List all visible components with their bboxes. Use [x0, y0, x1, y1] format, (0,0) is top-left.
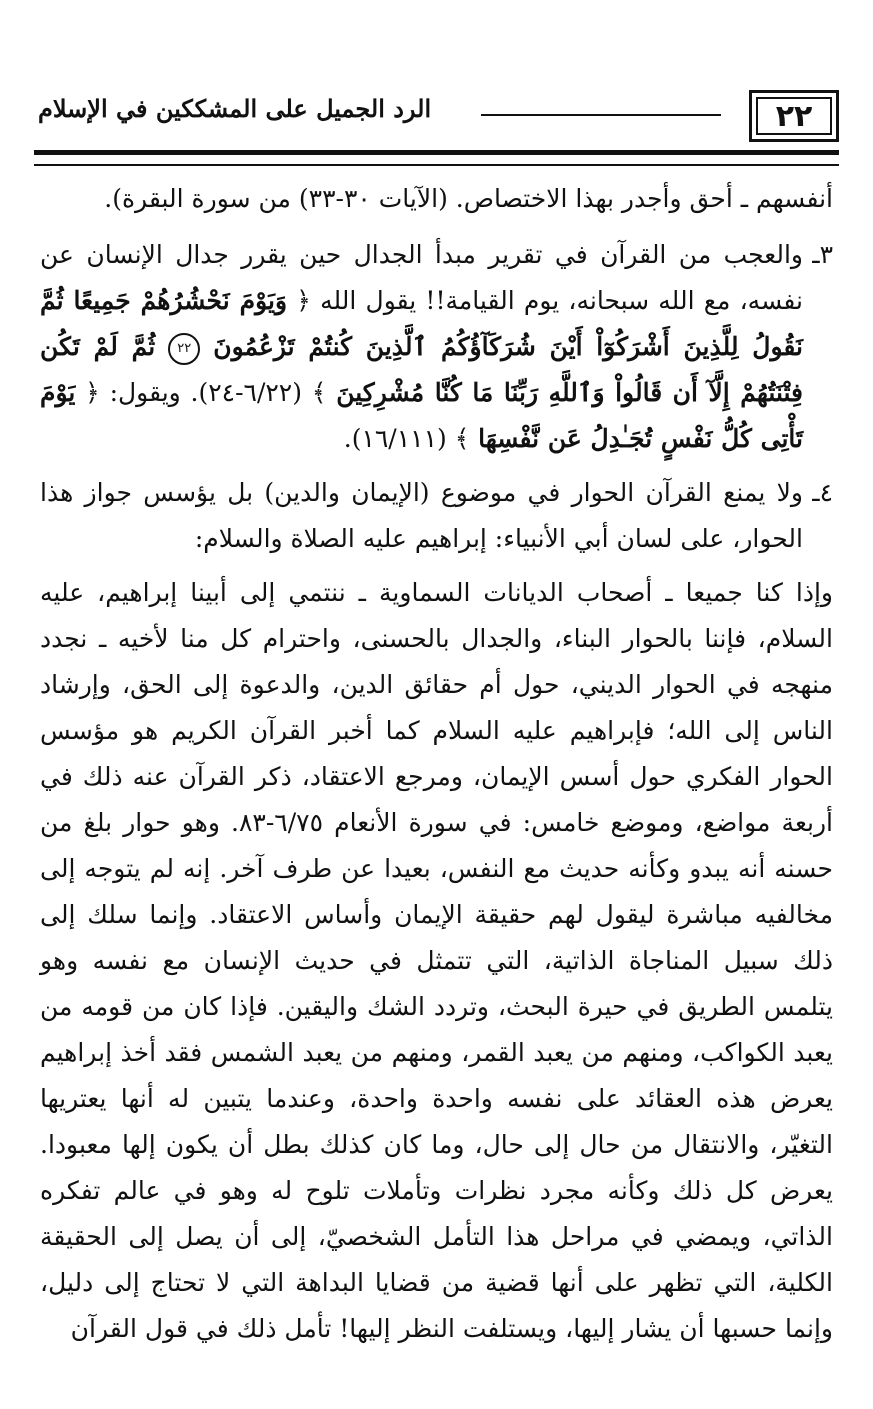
quran-brace-open-1: ﴿ [296, 286, 311, 315]
paragraph-main: وإذا كنا جميعا ـ أصحاب الديانات السماوية ـ ننتمي إلى أبينا إبراهيم، عليه السلام، فإننا بالحوار البناء، والجدال بالحسنى، واحترام كل منا لأخيه ـ نجدد منهجه في الحوار الديني، حول أم حقائق الدين، والدعوة إلى الحق، وإرشاد الناس إلى الله؛ فإبراهيم عليه السلام كما أخبر القرآن الكريم هو مؤسس الحوار الفكري حول أسس الإيمان، ومرجع الاعتقاد، ذكر القرآن عنه ذلك في أربعة مواضع، وموضع خامس: في سورة الأنعام ٦/٧٥-٨٣. وهو حوار بلغ من حسنه أنه يبدو وكأنه حديث مع النفس، بعيدا عن طرف آخر. إنه لم يتوجه إلى مخالفيه مباشرة ليقول لهم حقيقة الإيمان وأساس الاعتقاد. وإنما سلك إلى ذلك سبيل المناجاة الذاتية، التي تتمثل في حديث الإنسان مع نفسه وهو يتلمس الطريق في حيرة البحث، وتردد الشك واليقين. فإذا كان من قومه من يعبد الكواكب، ومنهم من يعبد القمر، ومنهم من يعبد الشمس فقد أخذ إبراهيم يعرض هذه العقائد على نفسه واحدة واحدة، وعندما يتبين له أنها يعتريها التغيّر، والانتقال من حال إلى حال، وما كان كذلك بطل أن يكون إلها معبودا. يعرض كل ذلك وكأنه مجرد نظرات وتأملات تلوح له وهو في عالم تفكره الذاتي، ويمضي في مراحل هذا التأمل الشخصيّ، إلى أن يصل إلى الحقيقة الكلية، التي تظهر على أنها قضية من قضايا البداهة التي لا تحتاج إلى دليل، وإنما حسبها أن يشار إليها، ويستلفت النظر إليها! تأمل ذلك في قول القرآن [40, 578, 834, 1343]
quran-verse-1a: وَيَوْمَ نَحْشُرُهُمْ جَمِيعًا ثُمَّ نَقُولُ لِلَّذِينَ أَشْرَكُوٓاْ أَيْنَ شُرَكَآؤُكُمُ ٱلَّذِينَ كُنتُمْ تَزْعُمُونَ [40, 286, 803, 361]
list-number-3: ٣ـ [812, 240, 833, 269]
paragraph-intro: أنفسهم ـ أحق وأجدر بهذا الاختصاص. (الآيات ٣٠-٣٣) من سورة البقرة). [104, 184, 833, 213]
item3-text-c: (١٦/١١١). [343, 424, 447, 453]
item3-text-b: (٦/٢٢-٢٤). ويقول: [99, 378, 303, 407]
paragraph-item-3 [40, 232, 803, 462]
running-title: الرد الجميل على المشككين في الإسلام [38, 94, 432, 123]
running-header [34, 82, 839, 142]
page-number: ٢٢ [749, 90, 839, 142]
quran-verse-1b: ثُمَّ لَمْ تَكُن فِتْنَتُهُمْ إِلَّآ أَن قَالُواْ وَٱللَّهِ رَبِّنَا مَا كُنَّا مُشْرِكِينَ [40, 332, 803, 407]
header-double-rule [34, 150, 839, 166]
list-item-3 [40, 232, 833, 462]
quran-verse-2: يَوْمَ تَأْتِى كُلُّ نَفْسٍ تُجَـٰدِلُ عَن نَّفْسِهَا [40, 378, 803, 453]
quran-brace-close-1: ﴾ [311, 378, 327, 407]
page-body [40, 176, 833, 1389]
header-short-rule [481, 114, 721, 116]
list-number-4: ٤ـ [812, 478, 833, 507]
quran-brace-open-2: ﴿ [85, 378, 100, 407]
quran-brace-close-2: ﴾ [454, 424, 470, 453]
ayah-number-mark: ٢٢ [168, 333, 200, 365]
item3-text-a: والعجب من القرآن في تقرير مبدأ الجدال حين يقرر جدال الإنسان عن نفسه، مع الله سبحانه، يوم القيامة!! يقول الله [40, 240, 803, 315]
paragraph-item-4: ولا يمنع القرآن الحوار في موضوع (الإيمان والدين) بل يؤسس جواز هذا الحوار، على لسان أبي الأنبياء: إبراهيم عليه الصلاة والسلام: [40, 478, 804, 553]
list-item-4 [40, 470, 833, 562]
